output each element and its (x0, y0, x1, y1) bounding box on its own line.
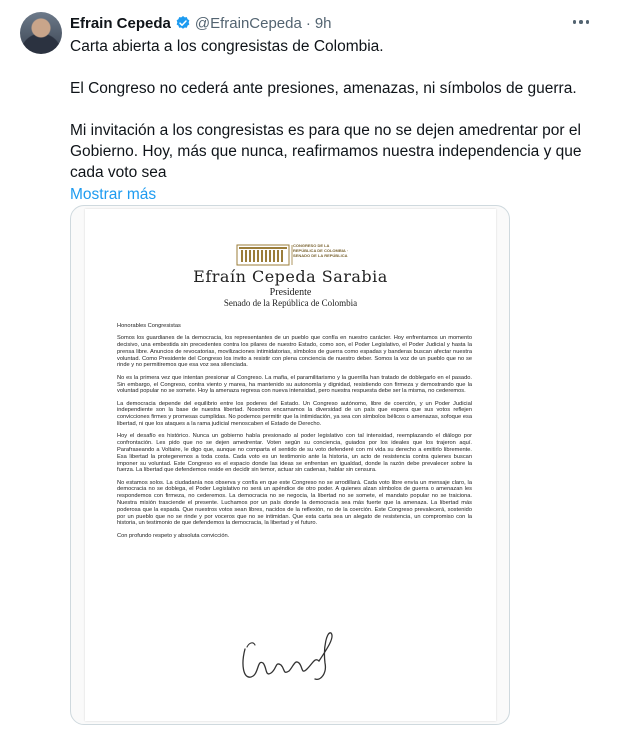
timestamp[interactable]: 9h (314, 14, 332, 32)
author-name[interactable]: Efrain Cepeda (70, 14, 171, 32)
letter-paragraph: Honorables Congresistas (117, 323, 181, 329)
signer-role: Presidente (269, 287, 312, 298)
letter-image (85, 209, 496, 721)
signer-name: Efraín Cepeda Sarabia (193, 267, 388, 286)
tweet-text (70, 36, 615, 205)
letter-paragraph: Somos los guardianes de la democracia, los representantes de un pueblo que confía en nuestro carácter. Hoy enfrentamos un momento decisivo, una embestida sin precedentes contra los pilares de nuestro Estado, como son, el Poder Legislativo, el Poder Judicial y hasta la prensa libre. Anuncios de revocatorias, movilizaciones intimidatorias, símbolos de guerra como espadas y banderas buscan afectar nuestra voluntad. Como Presidente del Congreso los invito a resistir con plena conciencia de nuestro deber. Somos la voz de un pueblo que no se rinde y no permitiremos que esa voz sea silenciada. (117, 335, 472, 369)
more-dot (579, 20, 583, 24)
verified-badge-icon (175, 15, 191, 31)
separator: · (305, 14, 311, 32)
tweet-header (70, 12, 332, 34)
letter-paragraph: No es la primera vez que intentan presionar al Congreso. La mafia, el paramilitarismo y la guerrilla han tratado de doblegarlo en el pasado. Sin embargo, el Congreso, contra viento y marea, ha mantenido su autonomía y dignidad, resistiendo con firmeza y demostrando que la voluntad popular no se somete. Hoy la amenaza regresa con nueva intensidad, pero nuestra respuesta debe ser la misma, no cederemos. (117, 374, 472, 395)
letter-paragraph: No estamos solos. La ciudadanía nos observa y confía en que este Congreso no se arrodillará. Cada voto libre envía un mensaje claro, la democracia no se doblega, el Poder Legislativo no será un apéndice de otro poder. A quienes alzan símbolos de guerra o amenazan les respondemos con firmeza, no cederemos. La democracia no se negocia, la libertad no se somete, el mandato popular no se traiciona. Nuestra misión trasciende el presente. Luchamos por un país donde la democracia sea más fuerte que la amenaza. La libertad más poderosa que la espada. Que nuestros votos sean libres, nacidos de la reflexión, no de la coerción. Este Congreso prevalecerá, sostenido por un pueblo que no se rinde y por voceros que no se intimidan. Que esta carta sea un alegato de resistencia, un compromiso con la historia, un testimonio de que defendemos la democracia, la libertad y el futuro. (117, 479, 472, 527)
letter-paragraph: La democracia depende del equilibrio entre los poderes del Estado. Un Congreso autónomo, libre de coerción, y un Poder Judicial independiente son la base de nuestra libertad. Nosotros encarnamos la diversidad de un país que espera que sus votos reflejen convicciones firmes y promesas cumplidas. No podemos permitir que la intimidación, ya sea con símbolos bélicos o amenazas, sofoque esa libertad, ni que los ataques a la rama judicial menoscaben el Estado de Derecho. (117, 400, 472, 428)
author-handle[interactable]: @EfrainCepeda (194, 14, 302, 32)
more-dot (586, 20, 590, 24)
tweet-media[interactable] (70, 205, 510, 725)
more-dot (573, 20, 577, 24)
letter-paragraph: Con profundo respeto y absoluta convicción. (117, 532, 230, 539)
letter-body (117, 323, 472, 545)
signer-org: Senado de la República de Colombia (223, 298, 358, 308)
more-options-icon[interactable] (569, 12, 593, 32)
tweet-line: El Congreso no cederá ante presiones, amenazas, ni símbolos de guerra. (70, 80, 577, 97)
show-more-link[interactable]: Mostrar más (70, 186, 157, 203)
tweet-line: Mi invitación a los congresistas es para que no se dejen amedrentar por el Gobierno. Hoy, más que nunca, reafirmamos nuestra independencia y que cada voto sea (70, 122, 582, 181)
letter-paragraph: Hoy el desafío es histórico. Nunca un gobierno había presionado al poder legislativo con tal intensidad, reemplazando el diálogo por confrontación. Les pido que no se dejen amedrentar. Voten según su conciencia, guiados por los ideales que los trajeron aquí. Parafraseando a Voltaire, le digo que, aunque no comparta el sentido de su voto defenderé con mi vida su derecho a emitirlo libremente. Esa libertad la protegeremos a toda costa. Cada voto es un testimonio ante la historia, un acto de resistencia contra quienes buscan imponer su voluntad. Este Congreso es el espacio donde las ideas se enfrentan en igualdad, donde la razón debe prevalecer sobre la fuerza. La libertad que defendemos reside en decidir sin temor, actuar sin cadenas, hablar sin censura. (117, 433, 472, 474)
tweet-line: Carta abierta a los congresistas de Colombia. (70, 38, 384, 55)
logo-text: CONGRESO DE LA REPÚBLICA DE COLOMBIA · SENADO DE LA REPÚBLICA (293, 243, 349, 258)
handwritten-signature (235, 629, 345, 689)
avatar[interactable] (20, 12, 62, 54)
